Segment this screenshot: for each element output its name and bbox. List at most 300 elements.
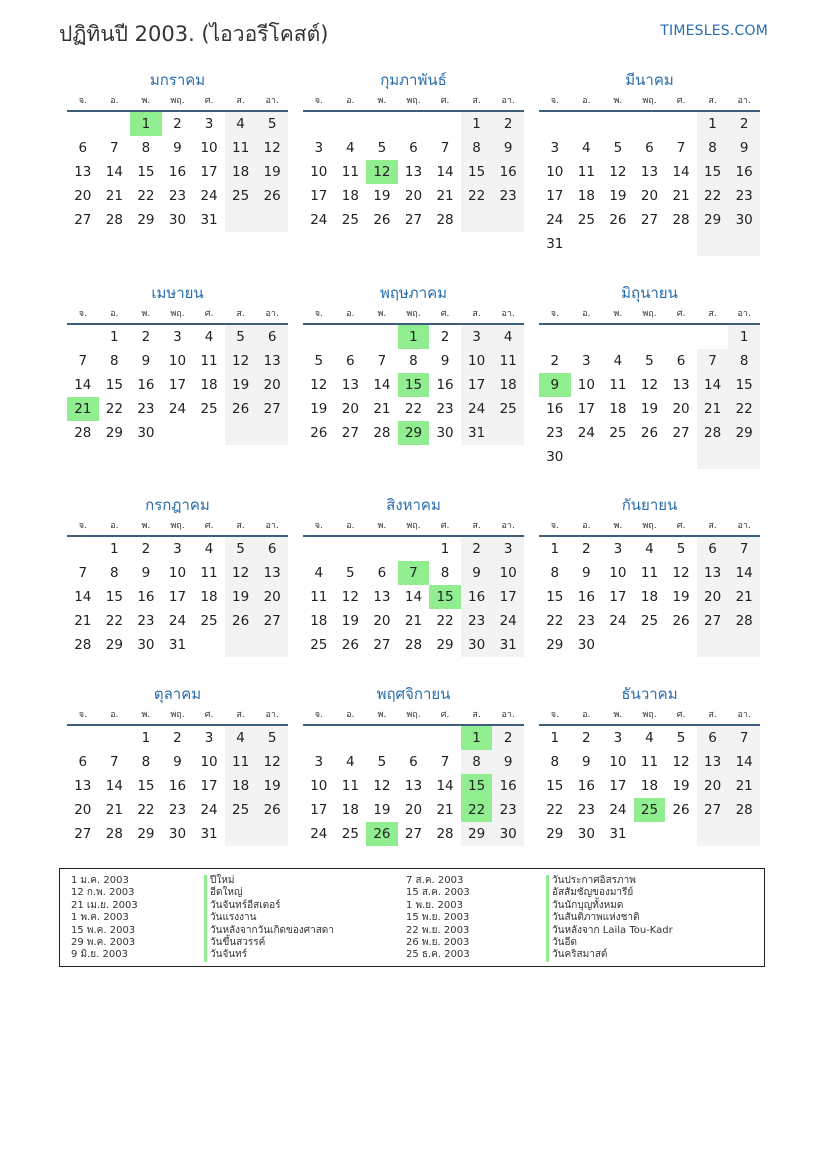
empty-cell xyxy=(398,726,430,750)
empty-cell xyxy=(256,633,288,657)
day-cell: 13 xyxy=(256,561,288,585)
day-cell: 2 xyxy=(141,329,151,345)
day-cell: 19 xyxy=(672,778,690,794)
day-cell: 26 xyxy=(225,397,257,421)
day-cell: 10 xyxy=(200,140,218,156)
day-cell: 9 xyxy=(141,565,151,581)
day-cell: 29 xyxy=(461,822,493,846)
day-cell: 2 xyxy=(440,329,450,345)
day-cell: 16 xyxy=(546,401,564,417)
weekday-label: ส. xyxy=(236,96,245,106)
day-cell: 11 xyxy=(341,778,359,794)
empty-cell xyxy=(225,633,257,657)
weekday-header xyxy=(303,305,524,325)
week-row xyxy=(539,325,760,349)
holiday-date: 15 พ.ย. 2003 xyxy=(406,912,470,924)
day-cell: 11 xyxy=(341,164,359,180)
day-cell: 10 xyxy=(200,754,218,770)
day-cell: 16 xyxy=(577,778,595,794)
day-cell: 7 xyxy=(728,726,760,750)
week-row xyxy=(67,585,288,609)
weekday-label: จ. xyxy=(314,309,323,319)
day-cell: 24 xyxy=(609,613,627,629)
day-cell: 11 xyxy=(200,565,218,581)
day-cell: 6 xyxy=(409,754,418,770)
holiday-name: วันหลังจากวันเกิดของศาสดา xyxy=(210,924,334,936)
day-cell: 18 xyxy=(609,401,627,417)
day-cell: 2 xyxy=(582,730,591,746)
empty-cell xyxy=(571,232,603,256)
empty-cell xyxy=(728,445,760,469)
day-cell: 25 xyxy=(225,184,257,208)
day-cell: 8 xyxy=(141,140,151,156)
day-cell: 28 xyxy=(373,425,391,441)
day-cell: 28 xyxy=(74,637,92,653)
weekday-label: พ. xyxy=(141,521,151,531)
day-cell: 3 xyxy=(613,730,623,746)
day-cell: 7 xyxy=(440,754,450,770)
weekday-label: อ. xyxy=(346,309,355,319)
month-name: มกราคม xyxy=(149,71,206,89)
empty-cell xyxy=(225,421,257,445)
holiday-name: วันแรงงาน xyxy=(210,912,257,924)
weekday-label: จ. xyxy=(78,96,87,106)
day-cell: 24 xyxy=(310,826,328,842)
day-cell: 17 xyxy=(310,802,328,818)
day-cell: 28 xyxy=(436,212,454,228)
empty-cell xyxy=(398,112,430,136)
empty-cell xyxy=(697,633,729,657)
day-cell: 5 xyxy=(225,325,257,349)
day-cell: 12 xyxy=(366,160,398,184)
day-cell: 16 xyxy=(577,589,595,605)
day-cell: 21 xyxy=(436,802,454,818)
weekday-label: พฤ. xyxy=(170,521,185,531)
day-cell: 14 xyxy=(74,377,92,393)
day-cell: 12 xyxy=(225,561,257,585)
holiday-name: วันสันติภาพแห่งชาติ xyxy=(552,912,640,924)
weekday-label: อา. xyxy=(265,96,279,106)
day-cell: 4 xyxy=(645,541,654,557)
weekday-label: ส. xyxy=(472,521,481,531)
empty-cell xyxy=(665,822,697,846)
weekday-header xyxy=(67,92,288,112)
weekday-label: อ. xyxy=(582,521,591,531)
day-cell: 11 xyxy=(492,349,524,373)
day-cell: 1 xyxy=(461,112,493,136)
day-cell: 16 xyxy=(492,160,524,184)
day-cell: 1 xyxy=(110,329,119,345)
day-cell: 27 xyxy=(697,609,729,633)
month-4 xyxy=(67,281,288,445)
day-cell: 13 xyxy=(697,750,729,774)
weekday-label: ศ. xyxy=(440,96,450,106)
weekday-label: ส. xyxy=(236,521,245,531)
day-cell: 10 xyxy=(609,565,627,581)
empty-cell xyxy=(303,726,335,750)
weekday-label: ศ. xyxy=(676,521,686,531)
day-cell: 22 xyxy=(137,802,155,818)
month-12 xyxy=(539,682,760,846)
day-cell: 11 xyxy=(200,353,218,369)
month-name: กรกฎาคม xyxy=(145,496,210,514)
weekday-label: ศ. xyxy=(676,96,686,106)
day-cell: 17 xyxy=(168,377,187,393)
empty-cell xyxy=(634,325,666,349)
empty-cell xyxy=(303,112,335,136)
month-10 xyxy=(67,682,288,846)
weekday-header xyxy=(303,517,524,537)
day-cell: 17 xyxy=(168,589,187,605)
day-cell: 30 xyxy=(577,826,595,842)
empty-cell xyxy=(335,537,367,561)
day-cell: 1 xyxy=(550,541,560,557)
week-row xyxy=(67,112,288,136)
day-cell: 10 xyxy=(577,377,595,393)
day-cell: 14 xyxy=(404,589,423,605)
day-cell: 30 xyxy=(461,633,493,657)
week-row xyxy=(67,421,288,445)
day-cell: 4 xyxy=(346,754,355,770)
week-row xyxy=(67,798,288,822)
day-cell: 5 xyxy=(377,754,387,770)
day-cell: 8 xyxy=(141,754,151,770)
day-cell: 25 xyxy=(225,798,257,822)
week-row xyxy=(67,208,288,232)
holiday-date: 1 ม.ค. 2003 xyxy=(71,875,129,886)
weekday-label: พฤ. xyxy=(406,710,421,720)
day-cell: 17 xyxy=(492,585,524,609)
day-cell: 27 xyxy=(672,425,690,441)
day-cell: 31 xyxy=(546,236,564,252)
day-cell: 21 xyxy=(373,401,391,417)
day-cell: 22 xyxy=(461,798,493,822)
holiday-date: 29 พ.ค. 2003 xyxy=(71,937,136,949)
weekday-label: อ. xyxy=(110,309,119,319)
day-cell: 5 xyxy=(377,140,387,156)
day-cell: 26 xyxy=(366,822,398,846)
week-row xyxy=(67,609,288,633)
day-cell: 18 xyxy=(492,373,524,397)
empty-cell xyxy=(366,325,398,349)
empty-cell xyxy=(461,208,493,232)
day-cell: 16 xyxy=(168,778,187,794)
day-cell: 20 xyxy=(697,585,729,609)
day-cell: 11 xyxy=(225,750,257,774)
week-row xyxy=(539,445,760,469)
week-row xyxy=(539,112,760,136)
day-cell: 28 xyxy=(728,609,760,633)
day-cell: 17 xyxy=(609,778,627,794)
day-cell: 3 xyxy=(314,140,324,156)
day-cell: 12 xyxy=(373,778,391,794)
day-cell: 10 xyxy=(310,164,328,180)
day-cell: 24 xyxy=(461,397,493,421)
day-cell: 22 xyxy=(546,613,564,629)
day-cell: 8 xyxy=(440,565,450,581)
day-cell: 1 xyxy=(130,112,162,136)
week-row xyxy=(67,397,288,421)
day-cell: 27 xyxy=(697,798,729,822)
weekday-label: อา. xyxy=(265,309,279,319)
day-cell: 10 xyxy=(546,164,564,180)
month-name: กันยายน xyxy=(621,496,678,514)
day-cell: 22 xyxy=(546,802,564,818)
day-cell: 19 xyxy=(310,401,328,417)
day-cell: 21 xyxy=(105,802,123,818)
empty-cell xyxy=(728,633,760,657)
day-cell: 6 xyxy=(697,726,729,750)
week-row xyxy=(67,136,288,160)
day-cell: 15 xyxy=(461,774,493,798)
day-cell: 5 xyxy=(314,353,324,369)
empty-cell xyxy=(366,726,398,750)
day-cell: 7 xyxy=(377,353,387,369)
day-cell: 3 xyxy=(492,537,524,561)
week-row xyxy=(539,585,760,609)
day-cell: 15 xyxy=(697,160,729,184)
day-cell: 9 xyxy=(461,561,493,585)
empty-cell xyxy=(539,325,571,349)
empty-cell xyxy=(366,112,398,136)
empty-cell xyxy=(571,325,603,349)
day-cell: 20 xyxy=(74,802,92,818)
day-cell: 29 xyxy=(105,425,123,441)
day-cell: 4 xyxy=(613,353,623,369)
day-cell: 8 xyxy=(110,565,119,581)
day-cell: 12 xyxy=(609,164,627,180)
weekday-label: ศ. xyxy=(204,96,214,106)
week-row xyxy=(303,208,524,232)
day-cell: 23 xyxy=(577,802,595,818)
day-cell: 14 xyxy=(436,164,454,180)
weekday-label: จ. xyxy=(314,96,323,106)
day-cell: 27 xyxy=(373,637,391,653)
week-row xyxy=(303,184,524,208)
empty-cell xyxy=(256,421,288,445)
holiday-date: 22 พ.ย. 2003 xyxy=(406,924,470,936)
holiday-date: 15 ส.ค. 2003 xyxy=(406,887,470,899)
day-cell: 8 xyxy=(461,136,493,160)
day-cell: 18 xyxy=(200,589,218,605)
weekday-label: ศ. xyxy=(440,521,450,531)
weekday-label: อา. xyxy=(501,710,515,720)
day-cell: 17 xyxy=(546,188,564,204)
empty-cell xyxy=(335,325,367,349)
day-cell: 9 xyxy=(539,373,571,397)
day-cell: 21 xyxy=(67,397,99,421)
day-cell: 14 xyxy=(697,373,729,397)
day-cell: 29 xyxy=(137,212,155,228)
empty-cell xyxy=(665,445,697,469)
month-8 xyxy=(303,493,524,657)
month-name: กุมภาพันธ์ xyxy=(380,71,447,89)
empty-cell xyxy=(335,726,367,750)
day-cell: 10 xyxy=(492,561,524,585)
day-cell: 3 xyxy=(173,541,182,557)
day-cell: 30 xyxy=(728,208,760,232)
empty-cell xyxy=(303,537,335,561)
week-row xyxy=(303,160,524,184)
empty-cell xyxy=(303,325,335,349)
day-cell: 14 xyxy=(373,377,391,393)
month-name: เมษายน xyxy=(151,284,204,302)
day-cell: 6 xyxy=(409,140,418,156)
day-cell: 22 xyxy=(105,401,123,417)
week-row xyxy=(539,609,760,633)
empty-cell xyxy=(256,208,288,232)
day-cell: 18 xyxy=(577,188,595,204)
day-cell: 26 xyxy=(609,212,627,228)
day-cell: 11 xyxy=(577,164,595,180)
weekday-label: ส. xyxy=(236,309,245,319)
day-cell: 19 xyxy=(609,188,627,204)
day-cell: 6 xyxy=(697,537,729,561)
day-cell: 23 xyxy=(168,802,187,818)
day-cell: 11 xyxy=(609,377,627,393)
holiday-name: อีดใหญ่ xyxy=(210,887,243,899)
month-7 xyxy=(67,493,288,657)
weekday-header xyxy=(539,92,760,112)
day-cell: 28 xyxy=(728,798,760,822)
month-name: มิถุนายน xyxy=(621,284,678,302)
day-cell: 5 xyxy=(676,730,686,746)
weekday-header xyxy=(539,305,760,325)
week-row xyxy=(67,537,288,561)
day-cell: 4 xyxy=(204,329,214,345)
weekday-label: พฤ. xyxy=(642,309,657,319)
site-link[interactable]: TIMESLES.COM xyxy=(660,23,768,39)
day-cell: 29 xyxy=(697,208,729,232)
week-row xyxy=(67,349,288,373)
week-row xyxy=(539,421,760,445)
empty-cell xyxy=(728,822,760,846)
day-cell: 7 xyxy=(78,353,88,369)
weekday-label: จ. xyxy=(550,96,559,106)
week-row xyxy=(67,750,288,774)
empty-cell xyxy=(571,112,603,136)
day-cell: 11 xyxy=(225,136,257,160)
day-cell: 19 xyxy=(256,774,288,798)
day-cell: 9 xyxy=(492,750,524,774)
day-cell: 2 xyxy=(492,112,524,136)
holiday-name: วันหลังจาก Laila Tou-Kadr xyxy=(552,924,673,936)
day-cell: 15 xyxy=(546,778,564,794)
week-row xyxy=(539,232,760,256)
day-cell: 6 xyxy=(676,353,686,369)
day-cell: 1 xyxy=(550,730,560,746)
holiday-date: 21 เม.ย. 2003 xyxy=(71,899,138,911)
day-cell: 26 xyxy=(341,637,359,653)
week-row xyxy=(67,160,288,184)
weekday-label: อา. xyxy=(737,309,751,319)
month-name: สิงหาคม xyxy=(386,496,441,514)
day-cell: 18 xyxy=(200,377,218,393)
weekday-header xyxy=(67,305,288,325)
day-cell: 21 xyxy=(74,613,92,629)
month-name: ธันวาคม xyxy=(621,685,678,703)
day-cell: 21 xyxy=(105,188,123,204)
day-cell: 25 xyxy=(200,401,218,417)
day-cell: 1 xyxy=(461,726,493,750)
day-cell: 25 xyxy=(310,637,328,653)
day-cell: 1 xyxy=(398,325,430,349)
month-2 xyxy=(303,68,524,232)
month-9 xyxy=(539,493,760,657)
day-cell: 25 xyxy=(577,212,595,228)
empty-cell xyxy=(634,112,666,136)
day-cell: 8 xyxy=(110,353,119,369)
day-cell: 23 xyxy=(492,184,524,208)
week-row xyxy=(303,726,524,750)
month-6 xyxy=(539,281,760,469)
weekday-label: พ. xyxy=(613,309,623,319)
weekday-label: จ. xyxy=(314,710,323,720)
weekday-label: พฤ. xyxy=(170,96,185,106)
weekday-label: พฤ. xyxy=(170,710,185,720)
day-cell: 20 xyxy=(697,774,729,798)
day-cell: 28 xyxy=(74,425,92,441)
day-cell: 19 xyxy=(341,613,359,629)
holiday-name: วันคริสมาสต์ xyxy=(552,949,608,961)
day-cell: 6 xyxy=(256,325,288,349)
weekday-label: พ. xyxy=(141,710,151,720)
empty-cell xyxy=(366,537,398,561)
holiday-date: 9 มิ.ย. 2003 xyxy=(71,949,128,961)
week-row xyxy=(539,726,760,750)
empty-cell xyxy=(665,633,697,657)
week-row xyxy=(67,325,288,349)
empty-cell xyxy=(634,445,666,469)
day-cell: 9 xyxy=(492,136,524,160)
day-cell: 14 xyxy=(436,778,454,794)
month-11 xyxy=(303,682,524,846)
day-cell: 25 xyxy=(200,613,218,629)
day-cell: 13 xyxy=(404,164,423,180)
day-cell: 9 xyxy=(173,754,182,770)
day-cell: 9 xyxy=(582,754,591,770)
day-cell: 12 xyxy=(640,377,659,393)
day-cell: 21 xyxy=(436,188,454,204)
weekday-label: อา. xyxy=(265,710,279,720)
day-cell: 12 xyxy=(672,754,690,770)
day-cell: 13 xyxy=(404,778,423,794)
day-cell: 1 xyxy=(440,541,450,557)
day-cell: 4 xyxy=(346,140,355,156)
weekday-label: ศ. xyxy=(204,521,214,531)
weekday-label: อ. xyxy=(582,309,591,319)
day-cell: 14 xyxy=(105,778,123,794)
empty-cell xyxy=(728,232,760,256)
week-row xyxy=(539,184,760,208)
day-cell: 20 xyxy=(404,188,423,204)
empty-cell xyxy=(67,726,99,750)
day-cell: 18 xyxy=(341,802,359,818)
holiday-name: วันจันทร์อีสเตอร์ xyxy=(210,899,281,911)
week-row xyxy=(303,325,524,349)
weekday-header xyxy=(67,706,288,726)
day-cell: 30 xyxy=(577,637,595,653)
weekday-label: อา. xyxy=(501,521,515,531)
day-cell: 24 xyxy=(168,613,187,629)
day-cell: 15 xyxy=(546,589,564,605)
day-cell: 23 xyxy=(461,609,493,633)
weekday-label: พฤ. xyxy=(406,521,421,531)
day-cell: 13 xyxy=(341,377,359,393)
weekday-label: ส. xyxy=(472,309,481,319)
week-row xyxy=(67,822,288,846)
day-cell: 19 xyxy=(225,373,257,397)
